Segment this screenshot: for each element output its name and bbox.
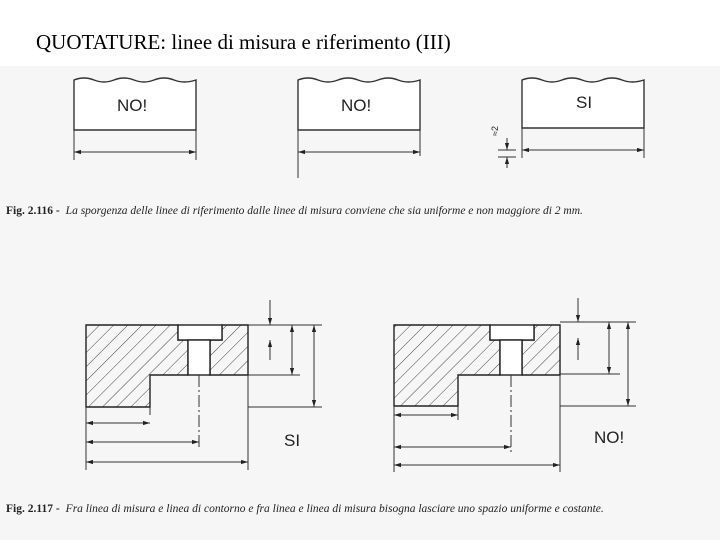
fig116-caption-text: La sporgenza delle linee di riferimento dalle linee di misura conviene che sia uniforme e non maggiore di 2 mm. bbox=[65, 205, 583, 217]
fig116-label-1: NO! bbox=[117, 96, 148, 115]
fig116-caption bbox=[6, 205, 583, 217]
fig116-label-2: NO! bbox=[341, 96, 372, 115]
slide-title: QUOTATURE: linee di misura e riferimento (III) bbox=[36, 30, 451, 54]
fig117-caption bbox=[6, 503, 604, 515]
fig116-gap-note: ≈2 bbox=[490, 126, 500, 136]
fig117-label-1: SI bbox=[284, 431, 301, 450]
fig116-panel-3 bbox=[490, 78, 644, 168]
fig117-panel-2 bbox=[394, 298, 636, 472]
fig116-panel-1 bbox=[74, 78, 196, 160]
fig117-caption-text: Fra linea di misura e linea di contorno e fra linea e linea di misura bisogna lasciare uno spazio uniforme e costante. bbox=[65, 503, 604, 515]
fig116-panel-2 bbox=[298, 78, 420, 178]
fig116-label-3: SI bbox=[576, 93, 593, 112]
fig117-caption-number: Fig. 2.117 - bbox=[6, 503, 60, 515]
fig117-panel-1 bbox=[86, 300, 322, 470]
fig117-label-2: NO! bbox=[594, 428, 625, 447]
fig116-caption-number: Fig. 2.116 - bbox=[6, 205, 60, 217]
